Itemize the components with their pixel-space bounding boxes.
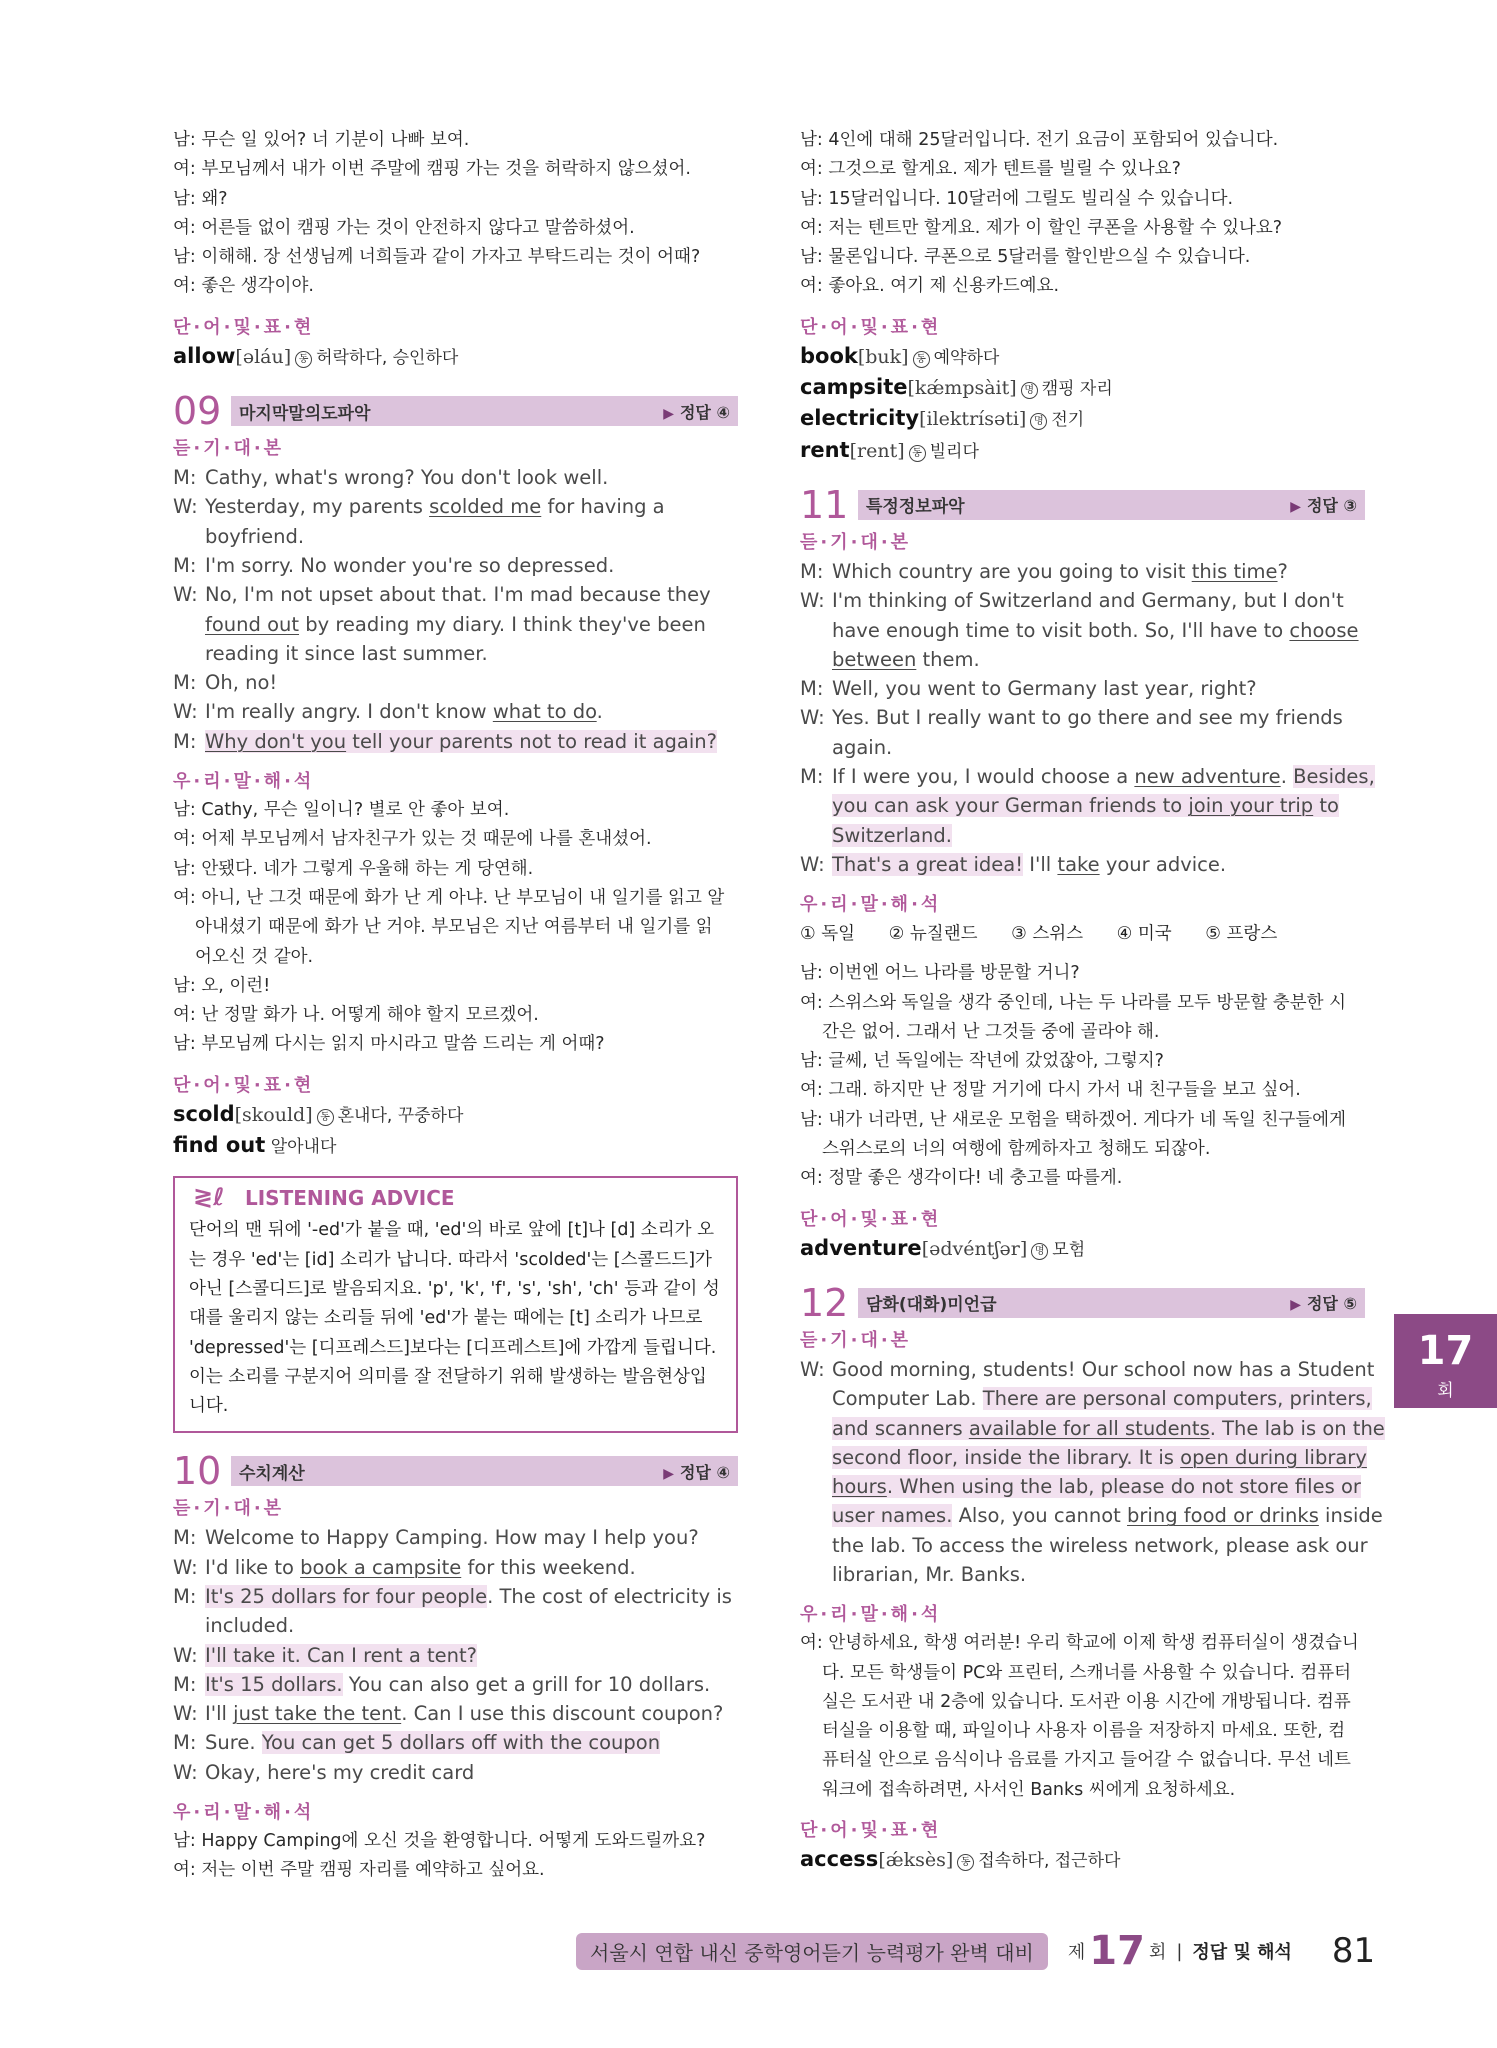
advice-line: 는 경우 'ed'는 [id] 소리가 납니다. 따라서 'scolded'는 [스콜드드]가 [189, 1249, 712, 1270]
advice-line: 'depressed'는 [디프레스드]보다는 [디프레스트]에 가깝게 들립니다. [189, 1337, 717, 1358]
choice: ③ 스위스 [1011, 924, 1084, 945]
translation-line: 남: 글쎄, 넌 독일에는 작년에 갔었잖아, 그렇지? [800, 1051, 1164, 1072]
translation-section-title: 우·리·말·해·석 [800, 894, 942, 916]
script-line: W: I'll just take the tent. Can I use this discount coupon? [173, 1702, 724, 1726]
vocab-section-title: 단·어·및·표·현 [800, 316, 942, 338]
translation-line: 다. 모든 학생들이 PC와 프린터, 스캐너를 사용할 수 있습니다. 컴퓨터 [822, 1662, 1352, 1683]
vocab-section-title: 단·어·및·표·현 [800, 1820, 942, 1842]
answer-label: ▶ 정답 ③ [1290, 496, 1357, 516]
vocab-entry: electricity[ilektrísəti] 명 전기 [800, 406, 1085, 431]
translation-line: 여: 안녕하세요, 학생 여러분! 우리 학교에 이제 학생 컴퓨터실이 생겼습니 [800, 1633, 1359, 1654]
advice-title: ≷ℓ LISTENING ADVICE [193, 1183, 455, 1212]
advice-line: 이는 소리를 구분지어 의미를 잘 전달하기 위해 발생하는 발음현상입 [189, 1366, 707, 1387]
translation-line: 스위스로의 너의 여행에 함께하자고 청해도 되잖아. [822, 1139, 1211, 1160]
script-line: have enough time to visit both. So, I'll have to choose [832, 618, 1359, 642]
dialogue-line: 여: 부모님께서 내가 이번 주말에 캠핑 가는 것을 허락하지 않으셨어. [173, 159, 691, 180]
script-line: W: I'll take it. Can I rent a tent? [173, 1643, 478, 1667]
translation-line: 여: 저는 이번 주말 캠핑 자리를 예약하고 싶어요. [173, 1860, 545, 1881]
translation-line: 퓨터실 안으로 음식이나 음료를 가지고 들어갈 수 없습니다. 무선 네트 [822, 1750, 1351, 1771]
script-section-title: 듣·기·대·본 [173, 438, 285, 460]
translation-line: 남: 안됐다. 네가 그렇게 우울해 하는 게 당연해. [173, 858, 534, 879]
script-section-title: 듣·기·대·본 [800, 1329, 912, 1351]
translation-line: 간은 없어. 그래서 난 그것들 중에 골라야 해. [822, 1021, 1160, 1042]
script-line: M: If I were you, I would choose a new adventure. Besides, [800, 765, 1375, 789]
translation-line: 남: Cathy, 무슨 일이니? 별로 안 좋아 보여. [173, 800, 510, 821]
answer-label: ▶ 정답 ④ [663, 402, 730, 422]
advice-line: 대를 울리지 않는 소리들 뒤에 'ed'가 붙는 때에는 [t] 소리가 나므로 [189, 1308, 703, 1329]
page-number: 81 [1331, 1931, 1376, 1971]
script-line: M: Which country are you going to visit this time? [800, 559, 1288, 583]
script-line: M: Sure. You can get 5 dollars off with the coupon [173, 1731, 661, 1755]
advice-line: 니다. [189, 1396, 229, 1417]
dialogue-line: 남: 이해해. 장 선생님께 너희들과 같이 가자고 부탁드리는 것이 어때? [173, 247, 701, 268]
script-line: W: Okay, here's my credit card [173, 1760, 475, 1784]
translation-section-title: 우·리·말·해·석 [800, 1604, 942, 1626]
question-number: 09 [173, 389, 222, 434]
footer-prefix: 제 [1067, 1942, 1086, 1963]
translation-line: 아내셨기 때문에 화가 난 거야. 부모님은 지난 여름부터 내 일기를 읽 [195, 917, 713, 938]
choice: ⑤ 프랑스 [1205, 924, 1278, 945]
question-header-10 [173, 1449, 738, 1494]
dialogue-line: 여: 좋아요. 여기 제 신용카드예요. [800, 276, 1060, 297]
translation-line: 워크에 접속하려면, 사서인 Banks 씨에게 요청하세요. [822, 1779, 1236, 1800]
vocab-section-title: 단·어·및·표·현 [173, 316, 315, 338]
script-line: W: I'd like to book a campsite for this weekend. [173, 1555, 636, 1579]
advice-line: 단어의 맨 뒤에 '-ed'가 붙을 때, 'ed'의 바로 앞에 [t]나 [d] 소리가 오 [189, 1220, 715, 1241]
triangle-icon: ▶ [1290, 1297, 1301, 1314]
vocab-entry: book[buk] 동 예약하다 [800, 343, 1000, 368]
dialogue-line: 남: 15달러입니다. 10달러에 그릴도 빌리실 수 있습니다. [800, 188, 1234, 209]
dialogue-line: 남: 무슨 일 있어? 너 기분이 나빠 보여. [173, 130, 470, 150]
advice-line: 아닌 [스콜디드]로 발음되지요. 'p', 'k', 'f', 's', 'sh', 'ch' 등과 같이 성 [189, 1278, 720, 1299]
dialogue-line: 여: 어른들 없이 캠핑 가는 것이 안전하지 않다고 말씀하셨어. [173, 217, 635, 238]
script-line: found out by reading my diary. I think they've been [205, 612, 706, 636]
translation-line: 남: Happy Camping에 오신 것을 환영합니다. 어떻게 도와드릴까요? [173, 1831, 706, 1852]
vocab-entry: campsite[kǽmpsàit] 명 캠핑 자리 [800, 375, 1113, 400]
question-type: 마지막말의도파악 [239, 403, 371, 424]
answer-choices [800, 919, 1365, 949]
script-line: M: Well, you went to Germany last year, right? [800, 677, 1257, 701]
question-type-bar [231, 1456, 738, 1486]
answer-label: ▶ 정답 ④ [663, 1462, 730, 1482]
translation-line: 여: 스위스와 독일을 생각 중인데, 나는 두 나라를 모두 방문할 충분한 시 [800, 992, 1346, 1013]
triangle-icon: ▶ [663, 405, 674, 422]
dialogue-line: 남: 왜? [173, 188, 228, 209]
script-line: included. [205, 1614, 295, 1638]
script-line: between them. [832, 647, 980, 671]
script-line: second floor, inside the library. It is open during library [832, 1445, 1367, 1469]
translation-line: 여: 정말 좋은 생각이다! 네 충고를 따를게. [800, 1168, 1123, 1189]
question-number: 12 [800, 1280, 849, 1325]
translation-line: 어오신 것 같아. [195, 946, 314, 967]
triangle-icon: ▶ [663, 1465, 674, 1482]
script-line: Switzerland. [832, 823, 952, 847]
vocab-section-title: 단·어·및·표·현 [173, 1074, 315, 1096]
question-type: 수치계산 [239, 1463, 305, 1484]
choice: ② 뉴질랜드 [888, 924, 978, 945]
script-line: W: No, I'm not upset about that. I'm mad because they [173, 583, 711, 607]
question-type: 특정정보파악 [866, 497, 965, 518]
script-line: and scanners available for all students. The lab is on the [832, 1416, 1385, 1440]
dialogue-line: 남: 물론입니다. 쿠폰으로 5달러를 할인받으실 수 있습니다. [800, 247, 1251, 268]
script-section-title: 듣·기·대·본 [800, 531, 912, 553]
answer-label: ▶ 정답 ⑤ [1290, 1294, 1357, 1314]
script-line: M: I'm sorry. No wonder you're so depressed. [173, 553, 615, 577]
script-line: W: Yesterday, my parents scolded me for having a [173, 495, 665, 519]
page-footer [576, 1928, 1375, 1974]
script-line: W: I'm thinking of Switzerland and Germany, but I don't [800, 589, 1344, 613]
script-section-title: 듣·기·대·본 [173, 1498, 285, 1520]
script-line: M: It's 15 dollars. You can also get a grill for 10 dollars. [173, 1672, 711, 1696]
script-line: M: It's 25 dollars for four people. The cost of electricity is [173, 1584, 732, 1608]
footer-section: 정답 및 해석 [1192, 1942, 1292, 1963]
script-line: W: Yes. But I really want to go there and see my friends [800, 706, 1343, 730]
footer-divider: | [1176, 1940, 1183, 1962]
dialogue-line: 여: 그것으로 할게요. 제가 텐트를 빌릴 수 있나요? [800, 159, 1181, 180]
choice: ④ 미국 [1116, 924, 1172, 945]
dialogue-line: 여: 저는 텐트만 할게요. 제가 이 할인 쿠폰을 사용할 수 있나요? [800, 217, 1283, 238]
question-type: 담화(대화)미언급 [866, 1295, 997, 1316]
footer-suffix: 회 [1148, 1942, 1167, 1963]
script-line: you can ask your German friends to join your trip to [832, 794, 1339, 818]
vocab-entry: scold[skould] 동 혼내다, 꾸중하다 [173, 1101, 464, 1126]
script-line: M: Oh, no! [173, 671, 278, 695]
script-line: again. [832, 735, 893, 759]
translation-section-title: 우·리·말·해·석 [173, 1802, 315, 1824]
question-header-9 [173, 389, 738, 434]
triangle-icon: ▶ [1290, 499, 1301, 516]
vocab-section-title: 단·어·및·표·현 [800, 1208, 942, 1230]
dialogue-line: 여: 좋은 생각이야. [173, 276, 314, 297]
question-number: 11 [800, 482, 849, 527]
left-column [173, 126, 738, 1886]
chapter-tab [1394, 1314, 1497, 1408]
ear-icon: ≷ℓ [193, 1183, 225, 1212]
script-line: M: Why don't you tell your parents not to read it again? [173, 729, 717, 753]
right-column [800, 126, 1385, 1876]
translation-line: 여: 어제 부모님께서 남자친구가 있는 것 때문에 나를 혼내셨어. [173, 829, 652, 850]
question-type-bar [858, 1288, 1365, 1318]
question-type-bar [231, 396, 738, 426]
question-header-11 [800, 482, 1365, 527]
translation-line: 남: 내가 너라면, 난 새로운 모험을 택하겠어. 게다가 네 독일 친구들에게 [800, 1109, 1346, 1130]
translation-section-title: 우·리·말·해·석 [173, 771, 315, 793]
script-line: boyfriend. [205, 524, 305, 548]
script-line: Computer Lab. There are personal computers, printers, [832, 1387, 1372, 1411]
question-number: 10 [173, 1449, 222, 1494]
series-title: 서울시 연합 내신 중학영어듣기 능력평가 완벽 대비 [576, 1933, 1048, 1970]
translation-line: 여: 그래. 하지만 난 정말 거기에 다시 가서 내 친구들을 보고 싶어. [800, 1080, 1301, 1101]
chapter-tab-label: 회 [1437, 1381, 1454, 1401]
translation-line: 여: 아니, 난 그것 때문에 화가 난 게 아냐. 난 부모님이 내 일기를 읽고 알 [173, 887, 725, 908]
script-line: W: Good morning, students! Our school now has a Student [800, 1357, 1375, 1381]
choice: ① 독일 [800, 924, 856, 945]
vocab-entry: access[ǽksès] 동 접속하다, 접근하다 [800, 1847, 1121, 1872]
question-type-bar [858, 490, 1365, 520]
translation-line: 남: 부모님께 다시는 읽지 마시라고 말씀 드리는 게 어때? [173, 1034, 605, 1055]
vocab-entry: adventure[ədvéntʃər] 명 모험 [800, 1235, 1086, 1260]
translation-line: 남: 오, 이런! [173, 975, 271, 996]
footer-test-number: 17 [1089, 1928, 1145, 1974]
script-line: librarian, Mr. Banks. [832, 1562, 1027, 1586]
translation-line: 실은 도서관 내 2층에 있습니다. 도서관 이용 시간에 개방됩니다. 컴퓨 [822, 1691, 1351, 1712]
vocab-entry: find out 알아내다 [173, 1133, 337, 1158]
question-header-12 [800, 1280, 1365, 1325]
vocab-entry: rent[rent] 동 빌리다 [800, 437, 979, 462]
dialogue-line: 남: 4인에 대해 25달러입니다. 전기 요금이 포함되어 있습니다. [800, 130, 1279, 150]
chapter-tab-number: 17 [1417, 1328, 1474, 1374]
script-line: M: Cathy, what's wrong? You don't look well. [173, 466, 609, 490]
script-line: reading it since last summer. [205, 641, 488, 665]
listening-advice-box [173, 1176, 738, 1433]
script-line: user names. Also, you cannot bring food or drinks inside [832, 1504, 1383, 1528]
script-line: W: I'm really angry. I don't know what to do. [173, 700, 603, 724]
script-line: the lab. To access the wireless network, please ask our [832, 1533, 1368, 1557]
script-line: hours. When using the lab, please do not store files or [832, 1475, 1361, 1499]
translation-line: 여: 난 정말 화가 나. 어떻게 해야 할지 모르겠어. [173, 1005, 539, 1026]
translation-line: 남: 이번엔 어느 나라를 방문할 거니? [800, 963, 1080, 984]
vocab-entry: allow[əláu] 동 허락하다, 승인하다 [173, 343, 459, 368]
translation-line: 터실을 이용할 때, 파일이나 사용자 이름을 저장하지 마세요. 또한, 컴 [822, 1721, 1346, 1742]
script-line: W: That's a great idea! I'll take your advice. [800, 852, 1227, 876]
script-line: M: Welcome to Happy Camping. How may I help you? [173, 1526, 699, 1550]
